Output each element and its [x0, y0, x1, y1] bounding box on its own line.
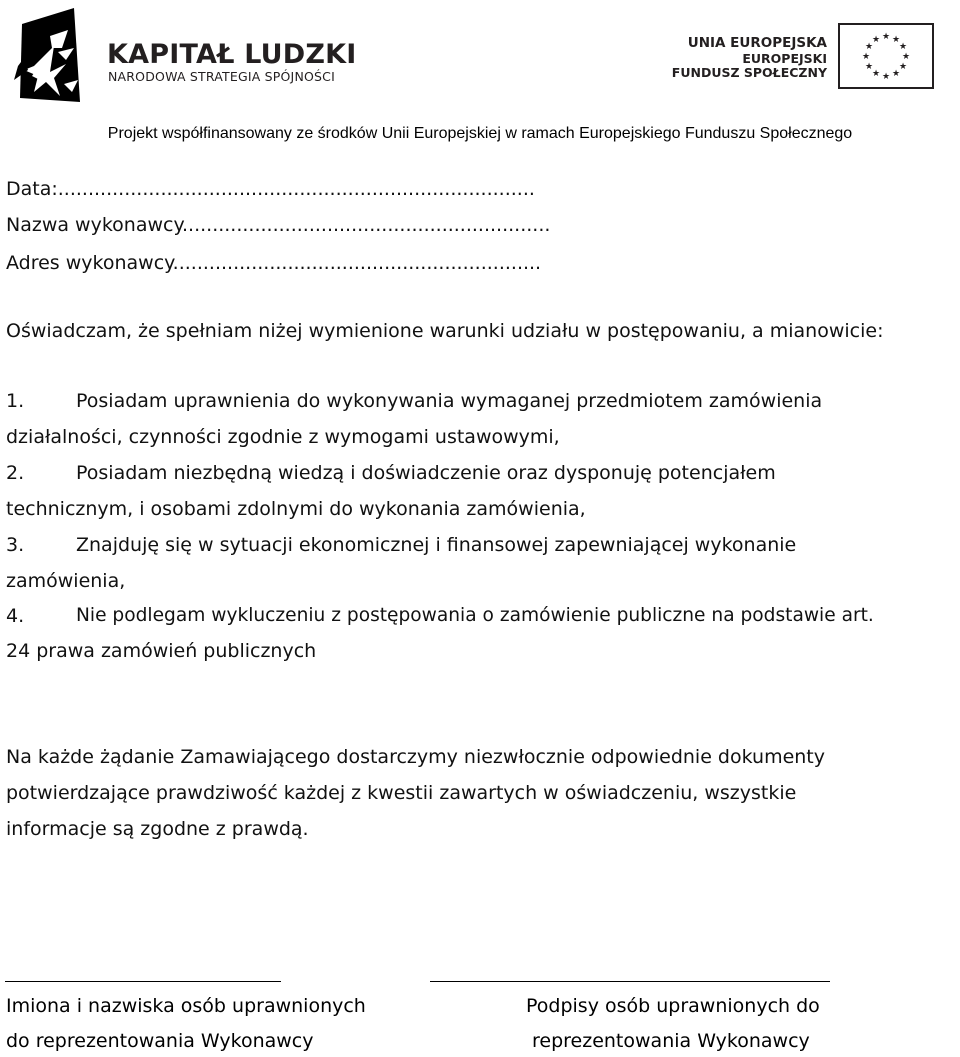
contractor-address-field: Adres wykonawcy.............................................................	[6, 252, 542, 274]
eu-label-line1: UNIA EUROPEJSKA	[687, 35, 827, 51]
item-text-continued: 24 prawa zamówień publicznych	[6, 640, 317, 662]
item-number: 2.	[6, 462, 25, 484]
svg-text:★: ★	[864, 62, 874, 72]
logo-subtitle: NARODOWA STRATEGIA SPÓJNOŚCI	[108, 69, 335, 84]
item-text: Nie podlegam wykluczeniu z postępowania o zamówienie publiczne na podstawie art.	[76, 605, 874, 626]
date-field: Data:...............................................................................	[6, 178, 535, 200]
logo-title: KAPITAŁ LUDZKI	[107, 39, 357, 70]
signature-line-left	[5, 981, 281, 982]
closing-line-2: potwierdzające prawdziwość każdej z kwestii zawartych w oświadczeniu, wszystkie	[6, 782, 797, 804]
list-item	[0, 605, 960, 641]
item-number: 4.	[6, 605, 25, 627]
svg-text:★: ★	[901, 52, 911, 62]
signature-caption-left-2: do reprezentowania Wykonawcy	[6, 1030, 314, 1052]
list-item	[0, 390, 960, 426]
closing-line-1: Na każde żądanie Zamawiającego dostarczymy niezwłocznie odpowiednie dokumenty	[6, 746, 826, 768]
eu-flag-icon	[838, 23, 934, 89]
eu-label-line3: FUNDUSZ SPOŁECZNY	[671, 65, 827, 80]
closing-line-3: informacje są zgodne z prawdą.	[6, 818, 309, 840]
item-number: 3.	[6, 534, 25, 556]
item-text: Posiadam uprawnienia do wykonywania wymaganej przedmiotem zamówienia	[76, 390, 823, 412]
eu-label-line2: EUROPEJSKI	[742, 51, 827, 66]
svg-text:★: ★	[871, 69, 881, 79]
kapital-ludzki-logo-icon	[14, 6, 86, 106]
item-text: Znajduję się w sytuacji ekonomicznej i finansowej zapewniającej wykonanie	[76, 534, 797, 556]
cofinancing-note: Projekt współfinansowany ze środków Unii Europejskiej w ramach Europejskiego Funduszu Społecznego	[107, 125, 853, 142]
signature-caption-right-1: Podpisy osób uprawnionych do	[526, 995, 820, 1017]
contractor-name-field: Nazwa wykonawcy.............................................................	[6, 214, 551, 236]
svg-text:★: ★	[891, 35, 901, 45]
item-text: Posiadam niezbędną wiedzą i doświadczenie oraz dysponuję potencjałem	[76, 462, 776, 484]
svg-text:★: ★	[871, 35, 881, 45]
intro-statement: Oświadczam, że spełniam niżej wymienione warunki udziału w postępowaniu, a mianowicie:	[6, 320, 884, 342]
list-item	[0, 534, 960, 570]
svg-text:★: ★	[891, 69, 901, 79]
item-text-continued: zamówienia,	[6, 570, 126, 592]
svg-text:★: ★	[881, 32, 891, 42]
svg-text:★: ★	[898, 42, 908, 52]
svg-text:★: ★	[881, 72, 891, 82]
svg-text:★: ★	[898, 62, 908, 72]
item-text-continued: działalności, czynności zgodnie z wymogami ustawowymi,	[6, 426, 560, 448]
svg-text:★: ★	[864, 42, 874, 52]
item-number: 1.	[6, 390, 25, 412]
signature-caption-left-1: Imiona i nazwiska osób uprawnionych	[6, 995, 366, 1017]
list-item	[0, 462, 960, 498]
signature-caption-right-2: reprezentowania Wykonawcy	[532, 1030, 810, 1052]
item-text-continued: technicznym, i osobami zdolnymi do wykonania zamówienia,	[6, 498, 586, 520]
svg-text:★: ★	[861, 52, 871, 62]
signature-line-right	[430, 981, 830, 982]
